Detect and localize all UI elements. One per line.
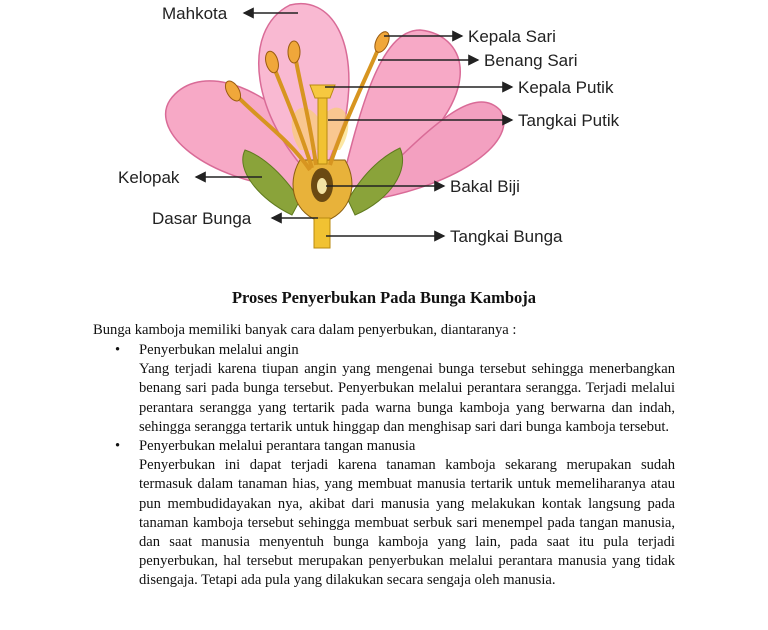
point-text: Penyerbukan ini dapat terjadi karena tanaman kamboja sekarang merupakan sudah termasuk dalam tanaman hias, yang membuat manusia tertarik untuk memeliharanya atau pun membudidayakan nya, akibat dari manusia yang melakukan kontak langsung pada tanaman kamboja tersebut sehingga membuat serbuk sari menempel pada tangan manusia, dan saat manusia menyentuh bunga kamboja yang lain, pada saat itu pula terjadi penyerbukan, hal tersebut merupakan penyerbukan melalui perantara manusia yang tidak disengaja. Tetapi ada pula yang dilakukan secara sengaja oleh manusia. bbox=[139, 457, 675, 589]
intro-text: Bunga kamboja memiliki banyak cara dalam penyerbukan, diantaranya : bbox=[93, 322, 517, 338]
flower-diagram bbox=[0, 0, 768, 260]
receptacle bbox=[293, 160, 352, 248]
point-text: Yang terjadi karena tiupan angin yang mengenai bunga tersebut sehingga menerbangkan benang sari pada bunga tersebut. Penyerbukan melalui perantara serangga. Terjadi melalui perantara serangga yang tertarik pada warna bunga kamboja yang berwarna dan indah, sehingga serangga tertarik untuk hinggap dan menghisap sari dari bunga kamboja tersebut. bbox=[139, 361, 675, 435]
pollination-list bbox=[115, 341, 675, 591]
bullet-icon: • bbox=[115, 342, 121, 358]
point-title: Penyerbukan melalui angin bbox=[139, 342, 299, 358]
list-item bbox=[115, 341, 675, 437]
list-item bbox=[115, 437, 675, 591]
label-bakal-biji: Bakal Biji bbox=[450, 177, 520, 196]
label-kelopak: Kelopak bbox=[118, 168, 180, 187]
bullet-icon: • bbox=[115, 438, 121, 455]
label-tangkai-putik: Tangkai Putik bbox=[518, 111, 620, 130]
label-tangkai-bunga: Tangkai Bunga bbox=[450, 227, 563, 246]
label-kepala-sari: Kepala Sari bbox=[468, 27, 556, 46]
label-dasar-bunga: Dasar Bunga bbox=[152, 209, 252, 228]
label-benang-sari: Benang Sari bbox=[484, 51, 578, 70]
label-mahkota: Mahkota bbox=[162, 4, 228, 23]
document-heading: Proses Penyerbukan Pada Bunga Kamboja bbox=[231, 288, 537, 307]
point-title: Penyerbukan melalui perantara tangan manusia bbox=[139, 438, 416, 455]
label-kepala-putik: Kepala Putik bbox=[518, 78, 614, 97]
